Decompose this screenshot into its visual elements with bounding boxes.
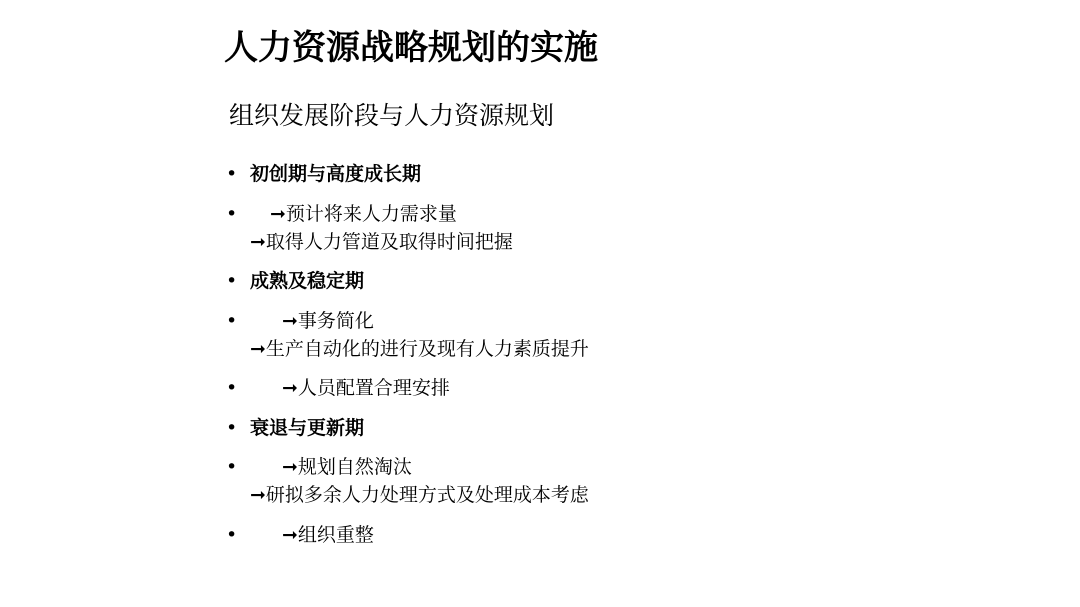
list-item-line: ➞研拟多余人力处理方式及处理成本考虑 [250, 484, 589, 506]
list-item-line: ➞事务简化 [282, 310, 374, 332]
bullet-icon: • [226, 163, 238, 185]
stage-heading: 成熟及稳定期 [250, 270, 365, 292]
stage-heading: 初创期与高度成长期 [250, 163, 422, 185]
bullet-icon: • [226, 203, 238, 225]
stage-heading: 衰退与更新期 [250, 417, 365, 439]
slide-subtitle: 组织发展阶段与人力资源规划 [229, 101, 555, 130]
list-item-line: ➞生产自动化的进行及现有人力素质提升 [250, 338, 589, 360]
list-item-line: ➞组织重整 [282, 524, 374, 546]
bullet-icon: • [226, 456, 238, 478]
bullet-icon: • [226, 524, 238, 546]
list-item-line: ➞取得人力管道及取得时间把握 [250, 231, 513, 253]
list-item-line: ➞规划自然淘汰 [282, 456, 412, 478]
bullet-icon: • [226, 417, 238, 439]
bullet-icon: • [226, 377, 238, 399]
bullet-icon: • [226, 310, 238, 332]
bullet-icon: • [226, 270, 238, 292]
slide-title: 人力资源战略规划的实施 [224, 28, 598, 68]
list-item-line: ➞人员配置合理安排 [282, 377, 450, 399]
list-item-line: ➞预计将来人力需求量 [270, 203, 457, 225]
